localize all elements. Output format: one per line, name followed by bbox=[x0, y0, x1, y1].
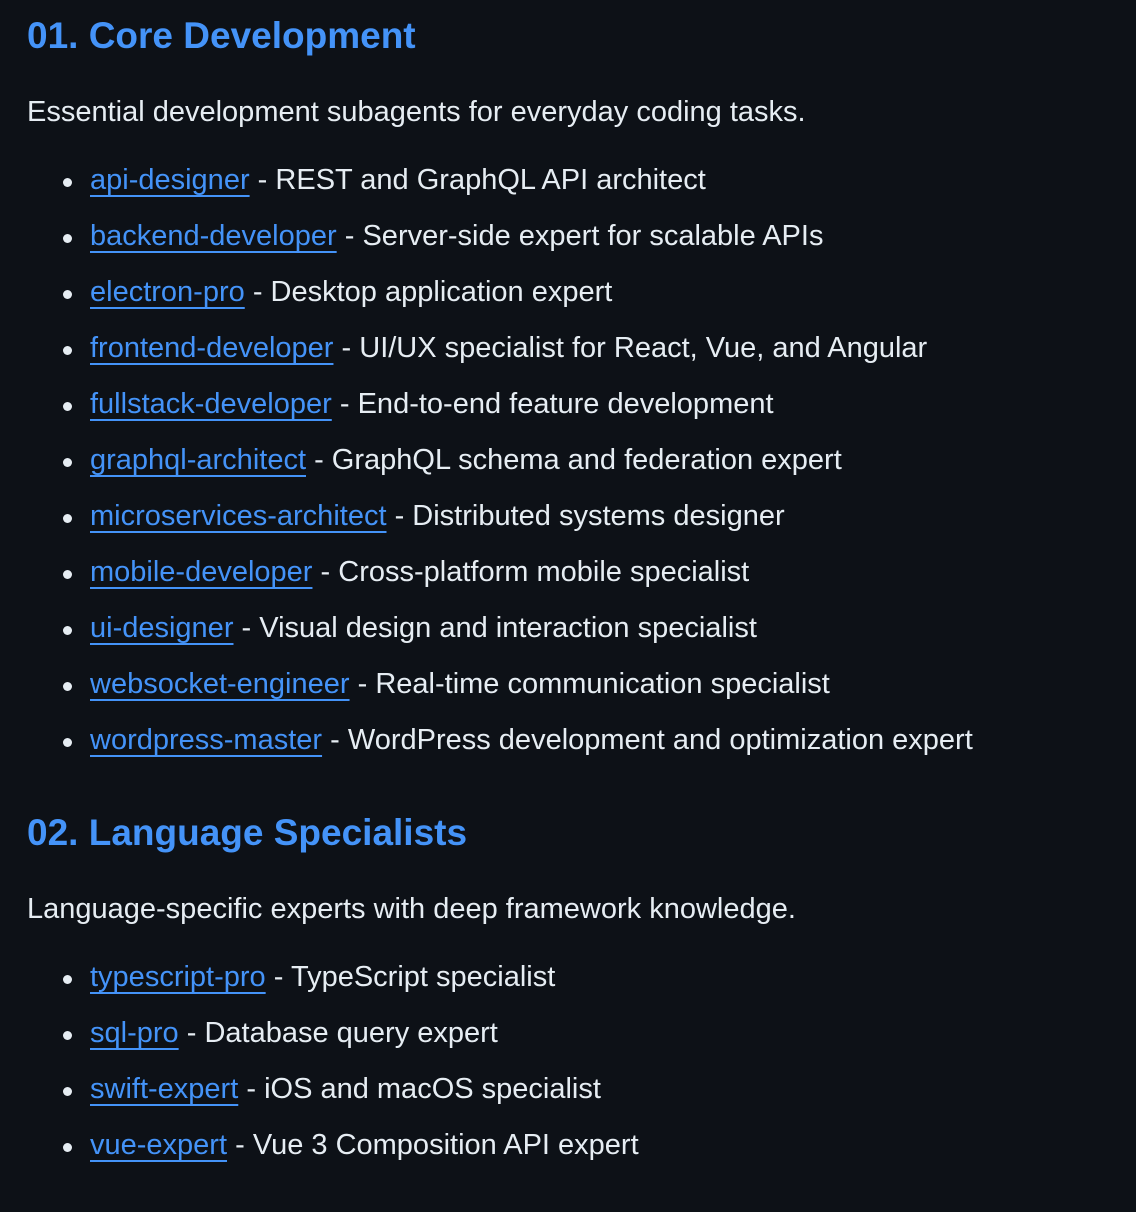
agent-description: iOS and macOS specialist bbox=[264, 1073, 601, 1105]
agent-list-core-development bbox=[27, 160, 1127, 776]
agent-link-typescript-pro[interactable]: typescript-pro bbox=[90, 961, 266, 993]
separator: - bbox=[252, 276, 263, 308]
separator: - bbox=[246, 1073, 256, 1105]
agent-description: Desktop application expert bbox=[270, 276, 613, 308]
list-item bbox=[90, 1013, 1127, 1069]
list-item bbox=[90, 720, 1127, 776]
list-item bbox=[90, 440, 1127, 496]
section-description-language-specialists: Language-specific experts with deep framework knowledge. bbox=[27, 893, 796, 925]
list-item bbox=[90, 1125, 1127, 1181]
readme-content bbox=[27, 0, 1127, 1181]
section-heading-language-specialists[interactable]: 02. Language Specialists bbox=[27, 812, 468, 853]
agent-description: Real-time communication specialist bbox=[375, 668, 830, 700]
agent-link-mobile-developer[interactable]: mobile-developer bbox=[90, 556, 313, 588]
agent-link-frontend-developer[interactable]: frontend-developer bbox=[90, 332, 334, 364]
agent-description: Server-side expert for scalable APIs bbox=[362, 220, 824, 252]
list-item bbox=[90, 1069, 1127, 1125]
agent-description: Database query expert bbox=[204, 1017, 498, 1049]
agent-description: Distributed systems designer bbox=[412, 500, 785, 532]
list-item bbox=[90, 216, 1127, 272]
agent-link-backend-developer[interactable]: backend-developer bbox=[90, 220, 337, 252]
separator: - bbox=[344, 220, 355, 252]
separator: - bbox=[273, 961, 284, 993]
agent-description: Vue 3 Composition API expert bbox=[252, 1129, 639, 1161]
agent-description: REST and GraphQL API architect bbox=[275, 164, 706, 196]
agent-link-websocket-engineer[interactable]: websocket-engineer bbox=[90, 668, 350, 700]
agent-link-graphql-architect[interactable]: graphql-architect bbox=[90, 444, 306, 476]
separator: - bbox=[339, 388, 350, 420]
list-item bbox=[90, 328, 1127, 384]
separator: - bbox=[186, 1017, 197, 1049]
separator: - bbox=[314, 444, 324, 476]
list-item bbox=[90, 496, 1127, 552]
section-heading-core-development[interactable]: 01. Core Development bbox=[27, 15, 416, 56]
agent-link-api-designer[interactable]: api-designer bbox=[90, 164, 250, 196]
separator: - bbox=[320, 556, 331, 588]
separator: - bbox=[257, 164, 268, 196]
agent-link-ui-designer[interactable]: ui-designer bbox=[90, 612, 234, 644]
agent-link-wordpress-master[interactable]: wordpress-master bbox=[90, 724, 323, 756]
agent-link-electron-pro[interactable]: electron-pro bbox=[90, 276, 245, 308]
agent-link-sql-pro[interactable]: sql-pro bbox=[90, 1017, 179, 1049]
separator: - bbox=[241, 612, 252, 644]
agent-link-microservices-architect[interactable]: microservices-architect bbox=[90, 500, 387, 532]
agent-description: UI/UX specialist for React, Vue, and Angular bbox=[359, 332, 928, 364]
agent-link-vue-expert[interactable]: vue-expert bbox=[90, 1129, 228, 1161]
list-item bbox=[90, 384, 1127, 440]
agent-description: TypeScript specialist bbox=[290, 961, 556, 993]
separator: - bbox=[341, 332, 352, 364]
separator: - bbox=[394, 500, 405, 532]
agent-description: Cross-platform mobile specialist bbox=[338, 556, 750, 588]
agent-description: GraphQL schema and federation expert bbox=[331, 444, 842, 476]
section-description-core-development: Essential development subagents for everyday coding tasks. bbox=[27, 96, 806, 128]
agent-description: Visual design and interaction specialist bbox=[259, 612, 757, 644]
separator: - bbox=[235, 1129, 245, 1161]
agent-link-swift-expert[interactable]: swift-expert bbox=[90, 1073, 239, 1105]
list-item bbox=[90, 957, 1127, 1013]
list-item bbox=[90, 664, 1127, 720]
agent-link-fullstack-developer[interactable]: fullstack-developer bbox=[90, 388, 332, 420]
agent-description: End-to-end feature development bbox=[357, 388, 774, 420]
list-item bbox=[90, 160, 1127, 216]
agent-list-language-specialists bbox=[27, 957, 1127, 1181]
separator: - bbox=[357, 668, 368, 700]
list-item bbox=[90, 272, 1127, 328]
list-item bbox=[90, 552, 1127, 608]
list-item bbox=[90, 608, 1127, 664]
agent-description: WordPress development and optimization expert bbox=[347, 724, 973, 756]
separator: - bbox=[330, 724, 340, 756]
